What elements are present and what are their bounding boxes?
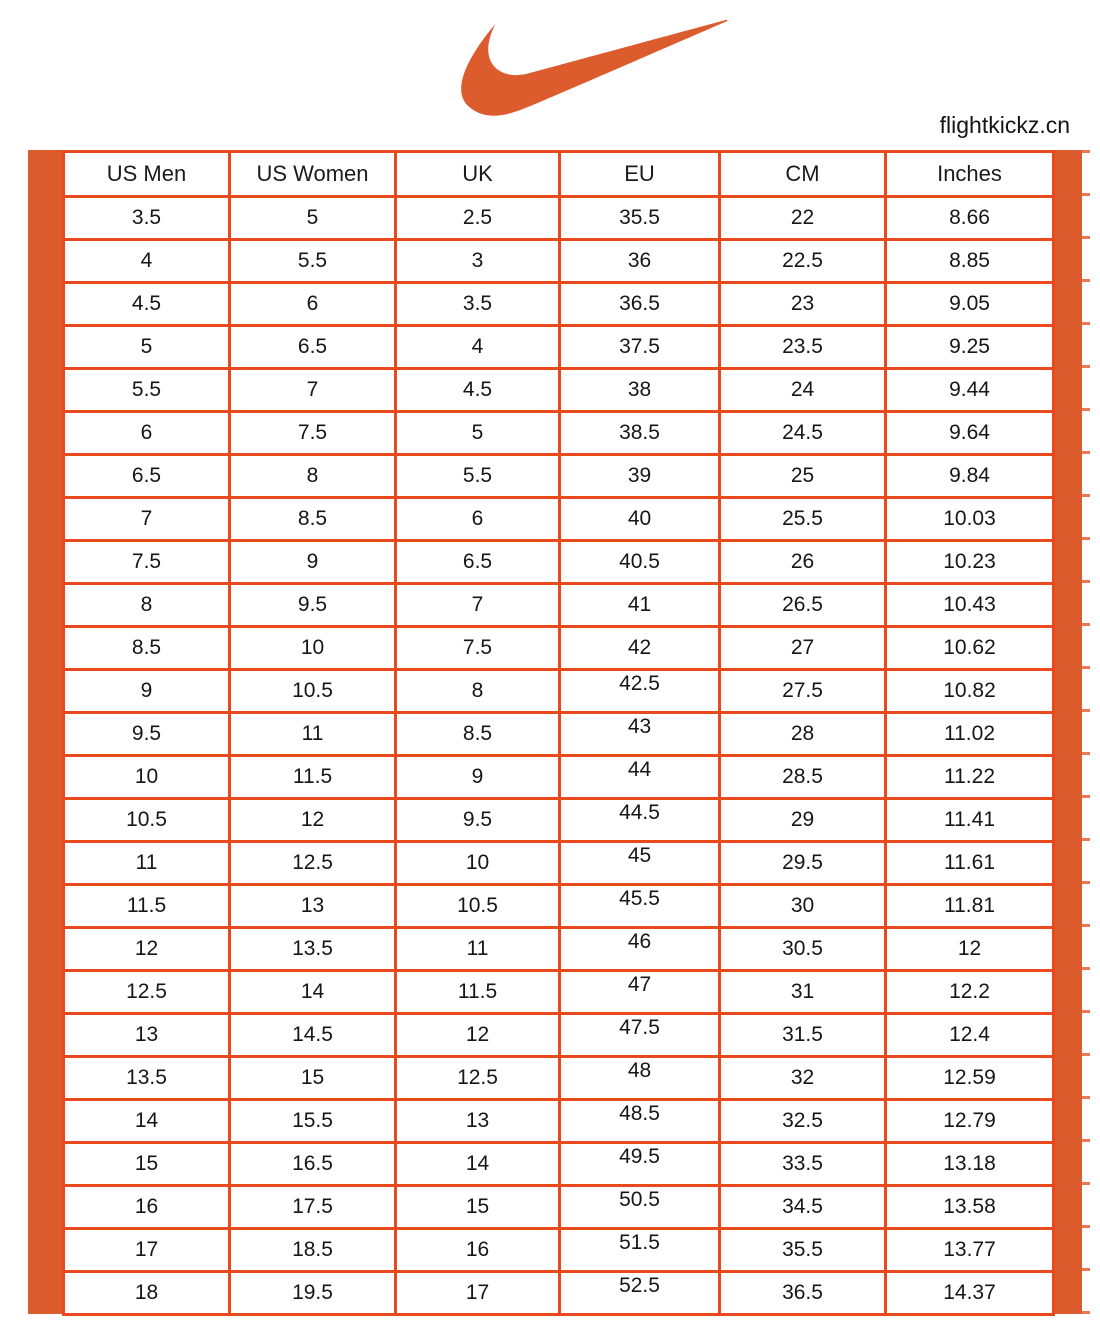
- table-row: [65, 714, 1055, 757]
- table-cell: 6.5: [231, 327, 397, 370]
- table-cell: 7.5: [65, 542, 231, 585]
- table-cell: 27: [721, 628, 887, 671]
- table-cell: 7.5: [397, 628, 561, 671]
- table-row: [65, 241, 1055, 284]
- table-cell: 6: [231, 284, 397, 327]
- table-cell: 4: [397, 327, 561, 370]
- table-cell: 42.5: [561, 671, 721, 714]
- table-cell: 45: [561, 843, 721, 886]
- table-cell: 25: [721, 456, 887, 499]
- table-cell: 9: [231, 542, 397, 585]
- table-header-row: [65, 153, 1055, 198]
- table-cell: 12.59: [887, 1058, 1055, 1101]
- table-cell: 13: [231, 886, 397, 929]
- table-cell: 35.5: [561, 198, 721, 241]
- table-cell: 46: [561, 929, 721, 972]
- table-cell: 47.5: [561, 1015, 721, 1058]
- column-header: CM: [721, 153, 887, 198]
- table-cell: 6.5: [397, 542, 561, 585]
- table-cell: 12.5: [65, 972, 231, 1015]
- table-row: [65, 800, 1055, 843]
- table-cell: 12: [65, 929, 231, 972]
- table-cell: 11.5: [397, 972, 561, 1015]
- table-row: [65, 929, 1055, 972]
- table-cell: 13.18: [887, 1144, 1055, 1187]
- table-cell: 26: [721, 542, 887, 585]
- table-cell: 8.5: [397, 714, 561, 757]
- table-row: [65, 1015, 1055, 1058]
- table-cell: 15: [65, 1144, 231, 1187]
- table-row: [65, 1058, 1055, 1101]
- table-cell: 16: [65, 1187, 231, 1230]
- table-cell: 12.79: [887, 1101, 1055, 1144]
- table-cell: 11.5: [231, 757, 397, 800]
- table-cell: 52.5: [561, 1273, 721, 1316]
- table-cell: 7.5: [231, 413, 397, 456]
- table-cell: 8.85: [887, 241, 1055, 284]
- table-cell: 9.44: [887, 370, 1055, 413]
- column-header: Inches: [887, 153, 1055, 198]
- table-cell: 13: [65, 1015, 231, 1058]
- table-cell: 3.5: [397, 284, 561, 327]
- table-row: [65, 628, 1055, 671]
- table-cell: 11.81: [887, 886, 1055, 929]
- table-cell: 15: [397, 1187, 561, 1230]
- table-cell: 9.25: [887, 327, 1055, 370]
- table-cell: 18.5: [231, 1230, 397, 1273]
- table-row: [65, 671, 1055, 714]
- table-cell: 10: [65, 757, 231, 800]
- table-cell: 17: [397, 1273, 561, 1316]
- table-cell: 5.5: [65, 370, 231, 413]
- column-header: US Men: [65, 153, 231, 198]
- table-cell: 34.5: [721, 1187, 887, 1230]
- table-cell: 36: [561, 241, 721, 284]
- table-cell: 9.05: [887, 284, 1055, 327]
- size-chart-header: [65, 153, 1055, 198]
- table-cell: 29: [721, 800, 887, 843]
- table-cell: 48: [561, 1058, 721, 1101]
- table-row: [65, 370, 1055, 413]
- table-row: [65, 757, 1055, 800]
- table-cell: 6.5: [65, 456, 231, 499]
- table-cell: 10.5: [65, 800, 231, 843]
- table-cell: 5: [397, 413, 561, 456]
- table-row: [65, 1187, 1055, 1230]
- table-cell: 9.84: [887, 456, 1055, 499]
- table-cell: 39: [561, 456, 721, 499]
- table-cell: 10: [397, 843, 561, 886]
- table-cell: 5.5: [231, 241, 397, 284]
- table-row: [65, 1230, 1055, 1273]
- table-cell: 8.5: [65, 628, 231, 671]
- table-cell: 29.5: [721, 843, 887, 886]
- right-accent-bar: [1055, 150, 1082, 1314]
- table-cell: 12.4: [887, 1015, 1055, 1058]
- table-cell: 33.5: [721, 1144, 887, 1187]
- table-cell: 37.5: [561, 327, 721, 370]
- table-cell: 47: [561, 972, 721, 1015]
- table-cell: 4.5: [65, 284, 231, 327]
- table-cell: 36.5: [721, 1273, 887, 1316]
- table-cell: 10.03: [887, 499, 1055, 542]
- table-cell: 30.5: [721, 929, 887, 972]
- table-cell: 8.66: [887, 198, 1055, 241]
- table-cell: 28: [721, 714, 887, 757]
- table-cell: 41: [561, 585, 721, 628]
- table-cell: 5: [65, 327, 231, 370]
- table-cell: 51.5: [561, 1230, 721, 1273]
- table-cell: 10.5: [231, 671, 397, 714]
- table-cell: 11: [397, 929, 561, 972]
- table-row: [65, 1144, 1055, 1187]
- table-cell: 13: [397, 1101, 561, 1144]
- table-cell: 12.2: [887, 972, 1055, 1015]
- table-cell: 8.5: [231, 499, 397, 542]
- table-cell: 12: [887, 929, 1055, 972]
- table-cell: 35.5: [721, 1230, 887, 1273]
- table-cell: 10.43: [887, 585, 1055, 628]
- table-cell: 40: [561, 499, 721, 542]
- table-cell: 44.5: [561, 800, 721, 843]
- table-cell: 3: [397, 241, 561, 284]
- table-cell: 50.5: [561, 1187, 721, 1230]
- table-cell: 7: [65, 499, 231, 542]
- table-cell: 9.5: [231, 585, 397, 628]
- table-cell: 10.62: [887, 628, 1055, 671]
- table-cell: 17.5: [231, 1187, 397, 1230]
- table-cell: 45.5: [561, 886, 721, 929]
- table-cell: 10.5: [397, 886, 561, 929]
- table-cell: 15.5: [231, 1101, 397, 1144]
- table-cell: 11.5: [65, 886, 231, 929]
- table-cell: 19.5: [231, 1273, 397, 1316]
- table-cell: 23.5: [721, 327, 887, 370]
- column-header: US Women: [231, 153, 397, 198]
- table-cell: 22: [721, 198, 887, 241]
- table-cell: 12: [397, 1015, 561, 1058]
- table-cell: 6: [65, 413, 231, 456]
- left-accent-bar: [28, 150, 62, 1314]
- table-cell: 8: [231, 456, 397, 499]
- table-cell: 9.5: [397, 800, 561, 843]
- table-cell: 16.5: [231, 1144, 397, 1187]
- table-cell: 8: [397, 671, 561, 714]
- table-row: [65, 284, 1055, 327]
- column-header: EU: [561, 153, 721, 198]
- table-cell: 11.61: [887, 843, 1055, 886]
- table-cell: 42: [561, 628, 721, 671]
- table-cell: 12: [231, 800, 397, 843]
- table-row: [65, 327, 1055, 370]
- table-cell: 7: [231, 370, 397, 413]
- table-cell: 4: [65, 241, 231, 284]
- table-cell: 10: [231, 628, 397, 671]
- table-cell: 10.23: [887, 542, 1055, 585]
- table-row: [65, 413, 1055, 456]
- table-cell: 30: [721, 886, 887, 929]
- table-cell: 31: [721, 972, 887, 1015]
- table-cell: 48.5: [561, 1101, 721, 1144]
- table-cell: 9.64: [887, 413, 1055, 456]
- table-cell: 10.82: [887, 671, 1055, 714]
- table-row: [65, 456, 1055, 499]
- table-cell: 24: [721, 370, 887, 413]
- table-cell: 9: [397, 757, 561, 800]
- table-row: [65, 1273, 1055, 1316]
- table-cell: 43: [561, 714, 721, 757]
- table-cell: 13.77: [887, 1230, 1055, 1273]
- table-cell: 44: [561, 757, 721, 800]
- table-row: [65, 198, 1055, 241]
- table-cell: 32: [721, 1058, 887, 1101]
- table-cell: 38.5: [561, 413, 721, 456]
- table-row: [65, 843, 1055, 886]
- nike-swoosh-logo: [450, 18, 738, 118]
- table-cell: 14.5: [231, 1015, 397, 1058]
- table-cell: 40.5: [561, 542, 721, 585]
- table-cell: 23: [721, 284, 887, 327]
- table-cell: 15: [231, 1058, 397, 1101]
- table-cell: 6: [397, 499, 561, 542]
- table-cell: 11.02: [887, 714, 1055, 757]
- table-cell: 7: [397, 585, 561, 628]
- table-cell: 49.5: [561, 1144, 721, 1187]
- column-header: UK: [397, 153, 561, 198]
- table-cell: 17: [65, 1230, 231, 1273]
- table-row: [65, 585, 1055, 628]
- table-cell: 12.5: [231, 843, 397, 886]
- table-cell: 12.5: [397, 1058, 561, 1101]
- grid-tick-strip: [1082, 150, 1090, 1314]
- table-cell: 5.5: [397, 456, 561, 499]
- table-cell: 3.5: [65, 198, 231, 241]
- table-cell: 11.22: [887, 757, 1055, 800]
- table-cell: 14: [65, 1101, 231, 1144]
- size-chart-table: [62, 150, 1055, 1316]
- table-row: [65, 886, 1055, 929]
- table-cell: 13.5: [231, 929, 397, 972]
- size-chart-body: [65, 198, 1055, 1316]
- table-cell: 14: [231, 972, 397, 1015]
- table-cell: 25.5: [721, 499, 887, 542]
- table-cell: 4.5: [397, 370, 561, 413]
- site-label: flightkickz.cn: [939, 112, 1070, 138]
- table-cell: 27.5: [721, 671, 887, 714]
- table-cell: 11: [65, 843, 231, 886]
- table-cell: 18: [65, 1273, 231, 1316]
- table-cell: 22.5: [721, 241, 887, 284]
- table-cell: 16: [397, 1230, 561, 1273]
- table-cell: 9.5: [65, 714, 231, 757]
- table-cell: 9: [65, 671, 231, 714]
- table-cell: 13.5: [65, 1058, 231, 1101]
- table-row: [65, 542, 1055, 585]
- table-cell: 5: [231, 198, 397, 241]
- table-cell: 26.5: [721, 585, 887, 628]
- table-cell: 2.5: [397, 198, 561, 241]
- table-cell: 24.5: [721, 413, 887, 456]
- table-cell: 8: [65, 585, 231, 628]
- table-cell: 14: [397, 1144, 561, 1187]
- table-cell: 36.5: [561, 284, 721, 327]
- table-cell: 32.5: [721, 1101, 887, 1144]
- table-cell: 38: [561, 370, 721, 413]
- table-cell: 11: [231, 714, 397, 757]
- table-row: [65, 1101, 1055, 1144]
- table-row: [65, 972, 1055, 1015]
- table-cell: 31.5: [721, 1015, 887, 1058]
- table-cell: 13.58: [887, 1187, 1055, 1230]
- table-cell: 14.37: [887, 1273, 1055, 1316]
- table-cell: 28.5: [721, 757, 887, 800]
- table-cell: 11.41: [887, 800, 1055, 843]
- table-row: [65, 499, 1055, 542]
